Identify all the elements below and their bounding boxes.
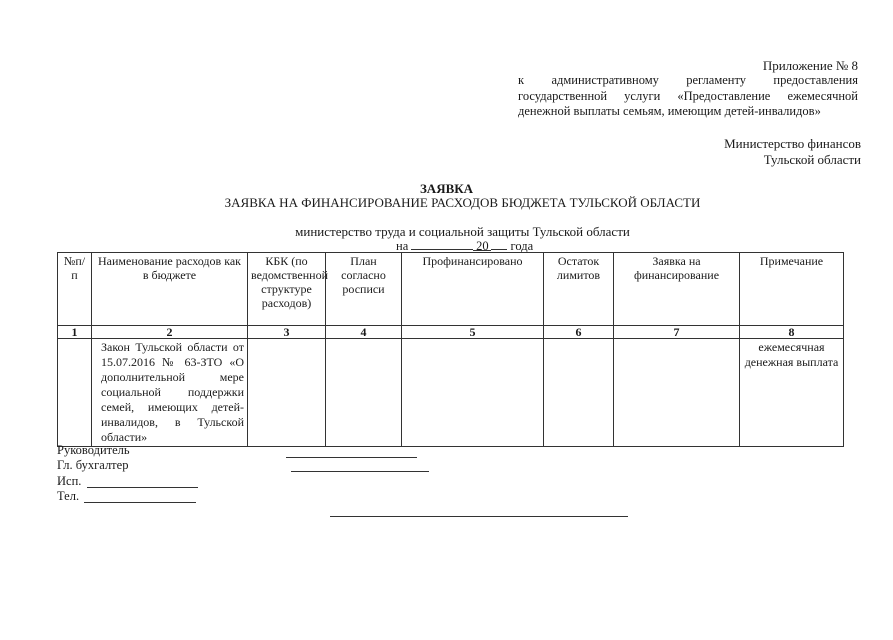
column-number: 7 (614, 326, 740, 339)
row-request-cell[interactable] (614, 339, 740, 447)
header-note: Примечание (740, 253, 844, 326)
column-number: 4 (326, 326, 402, 339)
header-plan: План согласно росписи (326, 253, 402, 326)
appendix-number: Приложение № 8 (762, 58, 858, 73)
row-plan-cell[interactable] (326, 339, 402, 447)
date-day-month-blank (411, 238, 473, 250)
column-numbers-row (58, 326, 844, 339)
recipient-line-2: Тульской области (763, 152, 861, 167)
date-line (396, 238, 533, 253)
table-header-row (58, 253, 844, 326)
column-number: 6 (544, 326, 614, 339)
financing-table (57, 252, 844, 447)
column-number: 5 (402, 326, 544, 339)
date-suffix: года (510, 239, 534, 253)
recipient-block (724, 136, 861, 168)
phone-label: Тел. (57, 489, 80, 503)
signature-accountant-label: Гл. бухгалтер (57, 458, 129, 472)
date-year: 20 (473, 239, 491, 251)
row-remainder-cell[interactable] (544, 339, 614, 447)
signature-head-label: Руководитель (57, 443, 130, 457)
header-financed: Профинансировано (402, 253, 544, 326)
phone-line[interactable] (84, 502, 196, 503)
closing-divider (330, 516, 628, 517)
document-subtitle: ЗАЯВКА НА ФИНАНСИРОВАНИЕ РАСХОДОВ БЮДЖЕТА ТУЛЬСКОЙ ОБЛАСТИ (224, 195, 701, 210)
column-number: 2 (92, 326, 248, 339)
header-remainder: Остаток лимитов (544, 253, 614, 326)
header-request: Заявка на финансирование (614, 253, 740, 326)
column-number: 8 (740, 326, 844, 339)
row-kbk-cell[interactable] (248, 339, 326, 447)
header-kbk: КБК (по ведомственной структуре расходов) (248, 253, 326, 326)
executor-label: Исп. (57, 474, 82, 488)
ministry-name: министерство труда и социальной защиты Тульской области (295, 224, 630, 239)
document-title: ЗАЯВКА (419, 181, 474, 196)
date-year-blank (491, 238, 507, 250)
row-financed-cell[interactable] (402, 339, 544, 447)
date-prefix: на (396, 239, 409, 253)
table-row (58, 339, 844, 447)
executor-line[interactable] (87, 487, 198, 488)
row-expense-name-cell: Закон Тульской области от 15.07.2016 № 63-ЗТО «О дополнительной мере социальной поддержки семей, имеющих детей-инвалидов, в Тульской области» (92, 339, 248, 447)
row-note-cell: ежемесячная денежная выплата (740, 339, 844, 447)
signature-accountant-line[interactable] (291, 471, 429, 472)
signature-head-line[interactable] (286, 457, 417, 458)
header-expense-name: Наименование расходов как в бюджете (92, 253, 248, 326)
header-num: №п/п (58, 253, 92, 326)
recipient-line-1: Министерство финансов (724, 136, 861, 151)
column-number: 3 (248, 326, 326, 339)
column-number: 1 (58, 326, 92, 339)
appendix-description: к административному регламенту предоставления государственной услуги «Предоставление ежемесячной денежной выплаты семьям, имеющим детей-инвалидов» (518, 73, 858, 118)
row-num-cell[interactable] (58, 339, 92, 447)
